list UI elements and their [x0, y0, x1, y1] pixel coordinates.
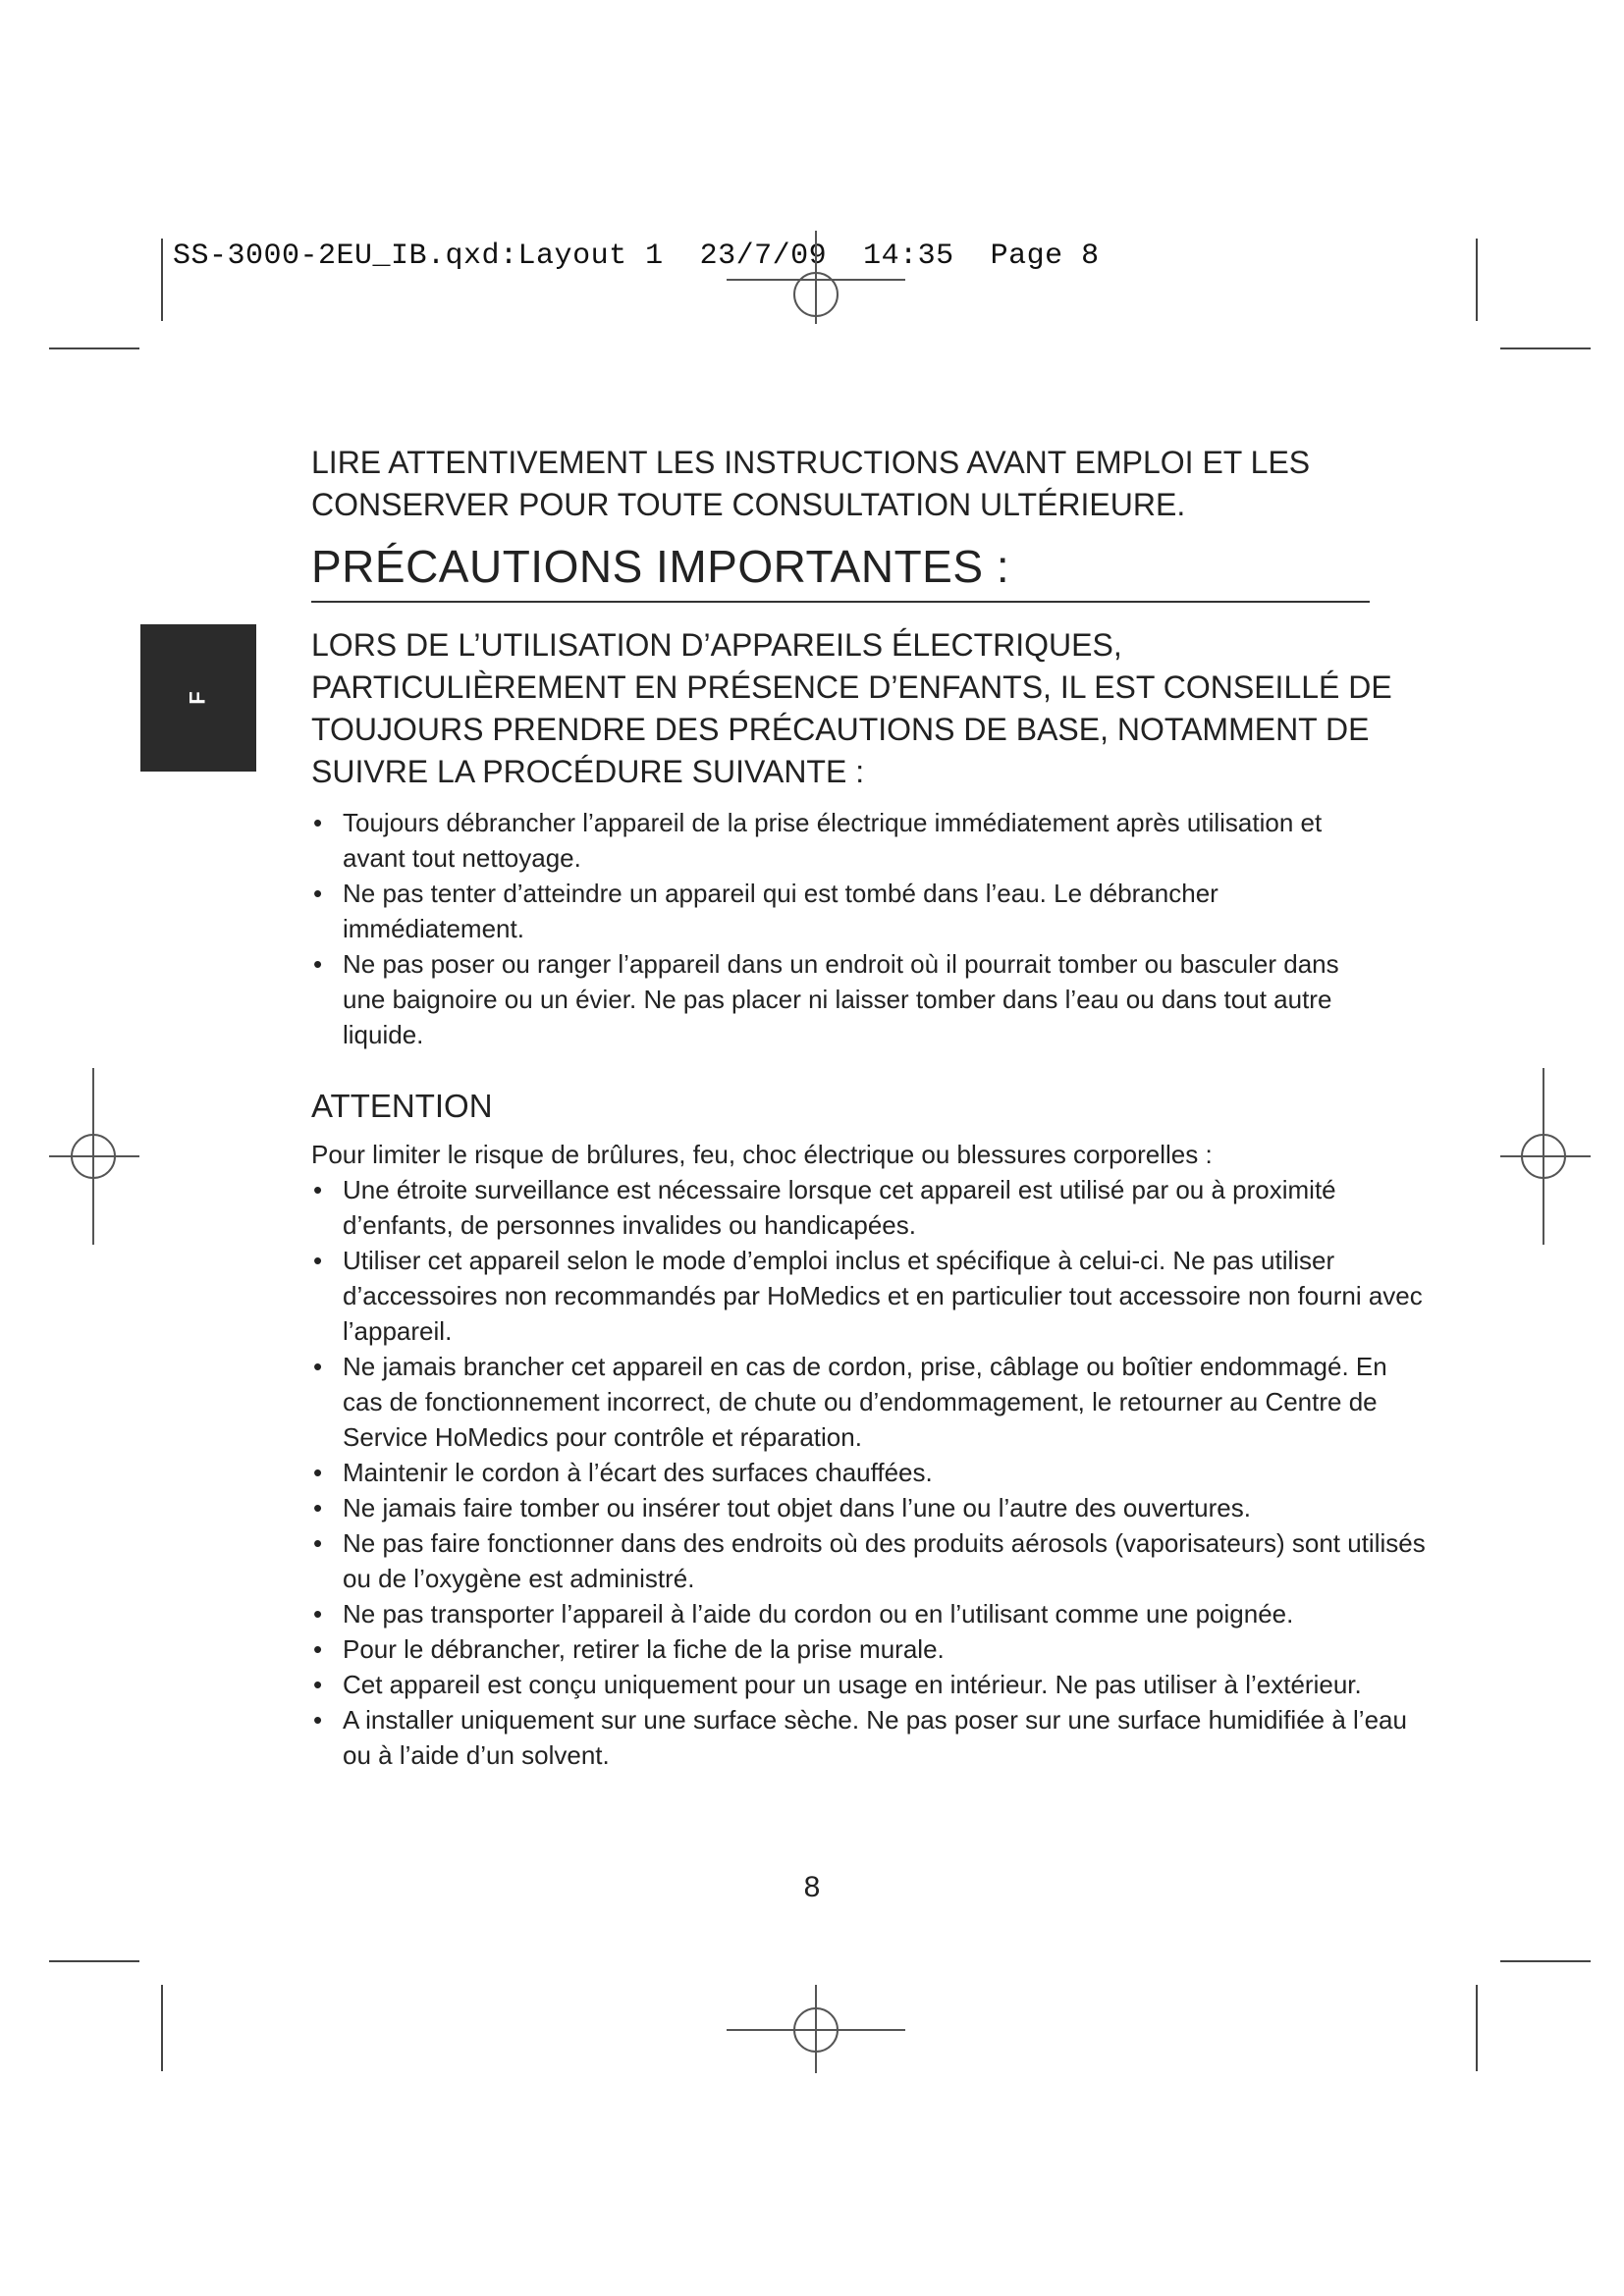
list-item: • Ne pas poser ou ranger l’appareil dans un endroit où il pourrait tomber ou basculer dans une baignoire ou un évier. Ne pas placer ni laisser tomber dans l’eau ou dans tout autre liquide.	[311, 946, 1372, 1052]
attention-heading: ATTENTION	[311, 1088, 493, 1124]
list-item: • Pour le débrancher, retirer la fiche de la prise murale.	[311, 1631, 1431, 1667]
language-tab-label: F	[185, 691, 210, 705]
printer-slug: SS-3000-2EU_IB.qxd:Layout 1 23/7/09 14:35 Page 8	[173, 240, 1100, 273]
list-item: • Ne jamais faire tomber ou insérer tout objet dans l’une ou l’autre des ouvertures.	[311, 1490, 1431, 1525]
safety-subtitle: LORS DE L’UTILISATION D’APPAREILS ÉLECTRIQUES, PARTICULIÈREMENT EN PRÉSENCE D’ENFANTS, IL EST CONSEILLÉ DE TOUJOURS PRENDRE DES PRÉCAUTIONS DE BASE, NOTAMMENT DE SUIVRE LA PROCÉDURE SUIVANTE :	[311, 627, 1392, 789]
page-content	[311, 442, 1426, 1773]
list-item: • Utiliser cet appareil selon le mode d’emploi inclus et spécifique à celui-ci. Ne pas utiliser d’accessoires non recommandés par HoMedics et en particulier tout accessoire non fourni avec l’appareil.	[311, 1243, 1431, 1349]
list-item: • Ne jamais brancher cet appareil en cas de cordon, prise, câblage ou boîtier endommagé. En cas de fonctionnement incorrect, de chute ou d’endommagement, le retourner au Centre de Service HoMedics pour contrôle et réparation.	[311, 1349, 1431, 1455]
list-item: • Ne pas faire fonctionner dans des endroits où des produits aérosols (vaporisateurs) sont utilisés ou de l’oxygène est administré.	[311, 1525, 1431, 1596]
list-item: • Toujours débrancher l’appareil de la prise électrique immédiatement après utilisation et avant tout nettoyage.	[311, 805, 1372, 876]
page-title: PRÉCAUTIONS IMPORTANTES :	[311, 540, 1370, 603]
list-item: • Maintenir le cordon à l’écart des surfaces chauffées.	[311, 1455, 1431, 1490]
intro-notice: LIRE ATTENTIVEMENT LES INSTRUCTIONS AVANT EMPLOI ET LES CONSERVER POUR TOUTE CONSULTATION ULTÉRIEURE.	[311, 445, 1311, 522]
list-item: • Une étroite surveillance est nécessaire lorsque cet appareil est utilisé par ou à proximité d’enfants, de personnes invalides ou handicapées.	[311, 1172, 1431, 1243]
language-tab	[140, 624, 256, 772]
basic-precautions-list	[311, 805, 1372, 1052]
list-item: • Cet appareil est conçu uniquement pour un usage en intérieur. Ne pas utiliser à l’extérieur.	[311, 1667, 1431, 1702]
list-item: • A installer uniquement sur une surface sèche. Ne pas poser sur une surface humidifiée à l’eau ou à l’aide d’un solvent.	[311, 1702, 1431, 1773]
attention-list	[311, 1172, 1431, 1773]
page-number: 8	[803, 1871, 821, 1903]
attention-lead: Pour limiter le risque de brûlures, feu, choc électrique ou blessures corporelles :	[311, 1140, 1213, 1169]
list-item: • Ne pas transporter l’appareil à l’aide du cordon ou en l’utilisant comme une poignée.	[311, 1596, 1431, 1631]
list-item: • Ne pas tenter d’atteindre un appareil qui est tombé dans l’eau. Le débrancher immédiatement.	[311, 876, 1372, 946]
